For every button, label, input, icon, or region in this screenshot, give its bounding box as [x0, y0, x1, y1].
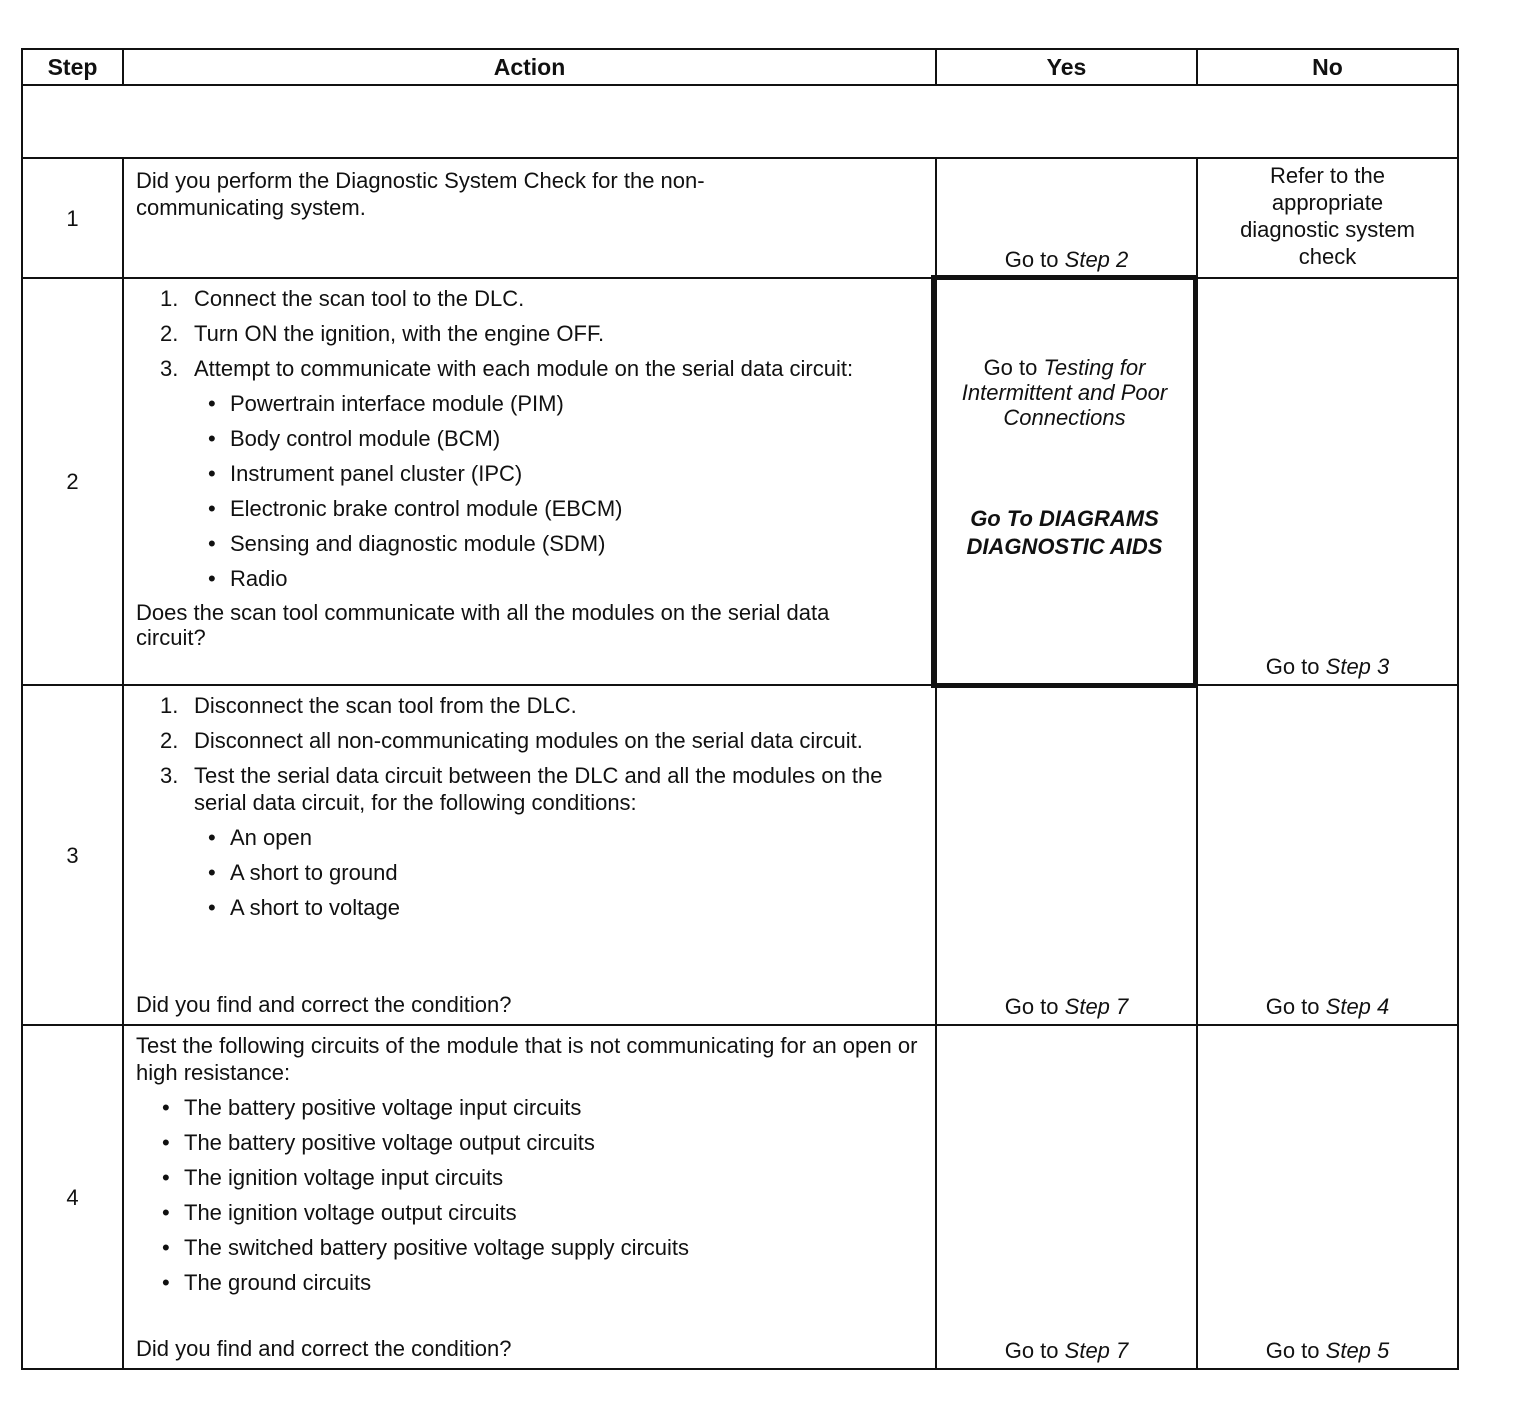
yes-link[interactable]: Step 7: [1064, 1338, 1129, 1363]
yes-prefix: Go to: [983, 355, 1038, 380]
diagnostic-table: [21, 48, 1459, 1370]
header-no: No: [1197, 49, 1458, 85]
yes-goto[interactable]: [937, 246, 1196, 273]
no-goto[interactable]: [1198, 1337, 1457, 1364]
yes-prefix: Go to: [1004, 994, 1059, 1019]
step-number: 3: [22, 685, 123, 1025]
substep: Turn ON the ignition, with the engine OFF.: [194, 321, 605, 346]
yes-cell: [936, 158, 1197, 278]
action-cell: [123, 1025, 936, 1369]
yes-cell: [936, 1025, 1197, 1369]
substep-text: Test the serial data circuit between the DLC and all the modules on the serial data circuit, for the following conditions:: [194, 763, 883, 815]
substep: [194, 762, 921, 921]
header-step: Step: [22, 49, 123, 85]
table-row-step-1: [22, 158, 1458, 278]
table-row-step-2: [22, 278, 1458, 685]
no-text: Refer to the appropriate diagnostic system check: [1240, 163, 1415, 269]
list-item: • Instrument panel cluster (IPC): [230, 460, 921, 487]
no-link[interactable]: Step 5: [1325, 1338, 1390, 1363]
substep-text: Attempt to communicate with each module on the serial data circuit:: [194, 356, 854, 381]
yes-goto[interactable]: [937, 993, 1196, 1020]
condition-list: [194, 824, 921, 921]
substep: Connect the scan tool to the DLC.: [194, 286, 525, 311]
substep-list: [136, 285, 921, 592]
action-cell: [123, 685, 936, 1025]
no-prefix: Go to: [1265, 654, 1320, 679]
list-item: • The battery positive voltage input circuits: [184, 1094, 921, 1121]
action-cell: [123, 278, 936, 685]
substep: Disconnect the scan tool from the DLC.: [194, 693, 577, 718]
action-text: Did you perform the Diagnostic System Check for the non-communicating system.: [136, 168, 705, 220]
yes-cell: [936, 278, 1197, 685]
table-row-step-3: [22, 685, 1458, 1025]
question-text: Did you find and correct the condition?: [136, 1336, 512, 1361]
question-text: Did you find and correct the condition?: [136, 992, 512, 1017]
question-text: Does the scan tool communicate with all the modules on the serial data circuit?: [136, 600, 830, 650]
list-item: • Body control module (BCM): [230, 425, 921, 452]
blank-row: [22, 85, 1458, 158]
yes-goto[interactable]: [936, 280, 1193, 430]
list-item: • Electronic brake control module (EBCM): [230, 495, 921, 522]
no-cell: [1197, 1025, 1458, 1369]
list-item: • Powertrain interface module (PIM): [230, 390, 921, 417]
no-cell: [1197, 685, 1458, 1025]
no-cell: [1197, 278, 1458, 685]
substep: Disconnect all non-communicating modules on the serial data circuit.: [194, 728, 863, 753]
yes-prefix: Go to: [1004, 1338, 1059, 1363]
list-item: • The battery positive voltage output circuits: [184, 1129, 921, 1156]
substep: [194, 355, 921, 592]
substep-list: [136, 692, 921, 921]
no-cell: [1197, 158, 1458, 278]
no-link[interactable]: Step 3: [1325, 654, 1390, 679]
list-item: • The ignition voltage output circuits: [184, 1199, 921, 1226]
header-action: Action: [123, 49, 936, 85]
no-goto[interactable]: [1198, 993, 1457, 1020]
list-item: • The switched battery positive voltage supply circuits: [184, 1234, 921, 1261]
circuit-list: [136, 1094, 921, 1296]
action-cell: [123, 158, 936, 278]
yes-goto[interactable]: [937, 1337, 1196, 1364]
list-item: • A short to voltage: [230, 894, 921, 921]
table-row-step-4: [22, 1025, 1458, 1369]
list-item: • Radio: [230, 565, 921, 592]
header-row: [22, 49, 1458, 85]
yes-cell: [936, 685, 1197, 1025]
list-item: • A short to ground: [230, 859, 921, 886]
diagrams-link[interactable]: Go To DIAGRAMS DIAGNOSTIC AIDS: [966, 506, 1163, 559]
no-goto[interactable]: [1198, 653, 1457, 680]
list-item: • The ground circuits: [184, 1269, 921, 1296]
list-item: • The ignition voltage input circuits: [184, 1164, 921, 1191]
yes-link[interactable]: Testing for Intermittent and Poor Connections: [961, 355, 1168, 430]
module-list: [194, 390, 921, 592]
yes-link[interactable]: Step 7: [1064, 994, 1129, 1019]
header-yes: Yes: [936, 49, 1197, 85]
highlight-box: [931, 275, 1198, 688]
list-item: • Sensing and diagnostic module (SDM): [230, 530, 921, 557]
list-item: • An open: [230, 824, 921, 851]
yes-prefix: Go to: [1004, 247, 1059, 272]
step-number: 4: [22, 1025, 123, 1369]
blank-cell: [22, 85, 1458, 158]
step-number: 1: [22, 158, 123, 278]
yes-link[interactable]: Step 2: [1064, 247, 1129, 272]
no-link[interactable]: Step 4: [1325, 994, 1390, 1019]
intro-text: Test the following circuits of the module that is not communicating for an open or high resistance:: [136, 1033, 918, 1085]
step-number: 2: [22, 278, 123, 685]
no-prefix: Go to: [1265, 1338, 1320, 1363]
no-prefix: Go to: [1265, 994, 1320, 1019]
